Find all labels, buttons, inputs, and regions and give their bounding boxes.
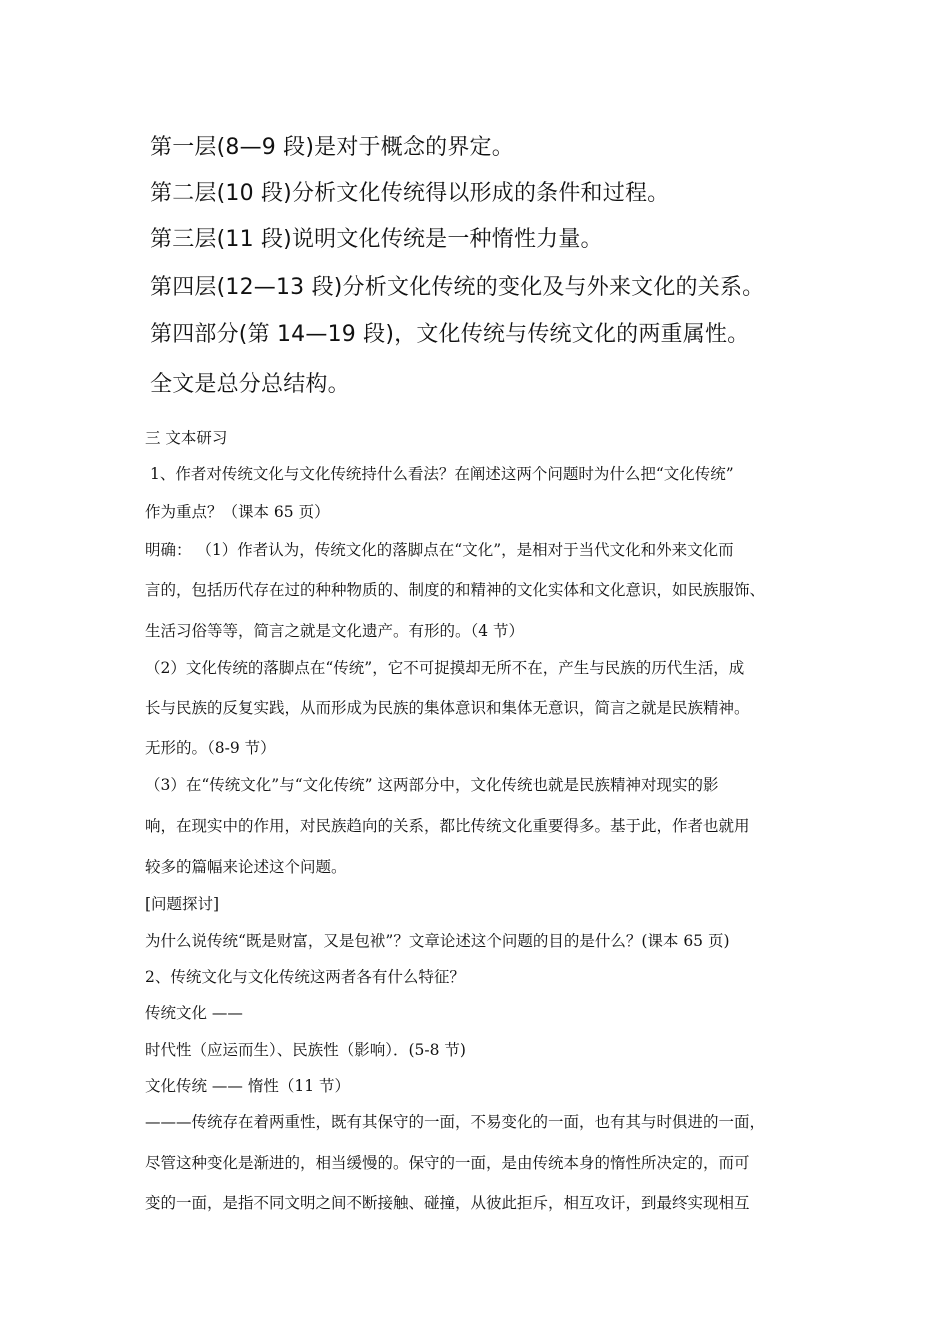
question-1-line-1: 1、作者对传统文化与文化传统持什么看法？在阐述这两个问题时为什么把“文化传统” [150, 465, 734, 483]
cultural-tradition-line-3: 变的一面，是指不同文明之间不断接触、碰撞，从彼此拒斥，相互攻讦，到最终实现相互 [145, 1194, 750, 1212]
outline-level-3: 第三层(11 段)说明文化传统是一种惰性力量。 [150, 227, 603, 252]
answer-p3-line-2: 响，在现实中的作用，对民族趋向的关系，都比传统文化重要得多。基于此，作者也就用 [145, 817, 750, 835]
outline-level-2: 第二层(10 段)分析文化传统得以形成的条件和过程。 [150, 181, 670, 206]
cultural-tradition-line-1: ———传统存在着两重性，既有其保守的一面，不易变化的一面，也有其与时俱进的一面， [145, 1113, 766, 1131]
outline-part-4: 第四部分(第 14—19 段)，文化传统与传统文化的两重属性。 [150, 322, 750, 347]
answer-p3-line-1: （3）在“传统文化”与“文化传统” 这两部分中，文化传统也就是民族精神对现实的影 [145, 776, 719, 794]
answer-p2-line-3: 无形的。（8-9 节） [145, 739, 276, 757]
answer-p1-line-3: 生活习俗等等，简言之就是文化遗产。有形的。（4 节） [145, 622, 525, 640]
traditional-culture-features: 时代性（应运而生）、民族性（影响）．(5-8 节) [145, 1041, 466, 1059]
answer-p2-line-1: （2）文化传统的落脚点在“传统”，它不可捉摸却无所不在，产生与民族的历代生活，成 [145, 659, 745, 677]
outline-level-4: 第四层(12—13 段)分析文化传统的变化及与外来文化的关系。 [150, 275, 765, 300]
traditional-culture-title: 传统文化 —— [145, 1004, 243, 1022]
cultural-tradition-title: 文化传统 —— 惰性（11 节） [145, 1077, 351, 1095]
answer-p3-line-3: 较多的篇幅来论述这个问题。 [145, 858, 347, 876]
section-heading: 三 文本研习 [145, 429, 228, 447]
answer-p1-line-1: 明确： （1）作者认为，传统文化的落脚点在“文化”，是相对于当代文化和外来文化而 [145, 541, 734, 559]
question-2: 2、传统文化与文化传统这两者各有什么特征？ [145, 968, 465, 986]
answer-p1-line-2: 言的，包括历代存在过的种种物质的、制度的和精神的文化实体和文化意识，如民族服饰、 [145, 581, 766, 599]
discussion-question: 为什么说传统“既是财富，又是包袱”？文章论述这个问题的目的是什么？(课本 65 页) [145, 932, 730, 950]
cultural-tradition-line-2: 尽管这种变化是渐进的，相当缓慢的。保守的一面，是由传统本身的惰性所决定的，而可 [145, 1154, 750, 1172]
discussion-label: [问题探讨] [145, 895, 220, 913]
answer-p2-line-2: 长与民族的反复实践，从而形成为民族的集体意识和集体无意识，简言之就是民族精神。 [145, 699, 750, 717]
outline-level-1: 第一层(8—9 段)是对于概念的界定。 [150, 135, 514, 160]
outline-structure: 全文是总分总结构。 [150, 372, 350, 397]
question-1-line-2: 作为重点？（课本 65 页） [145, 503, 330, 521]
